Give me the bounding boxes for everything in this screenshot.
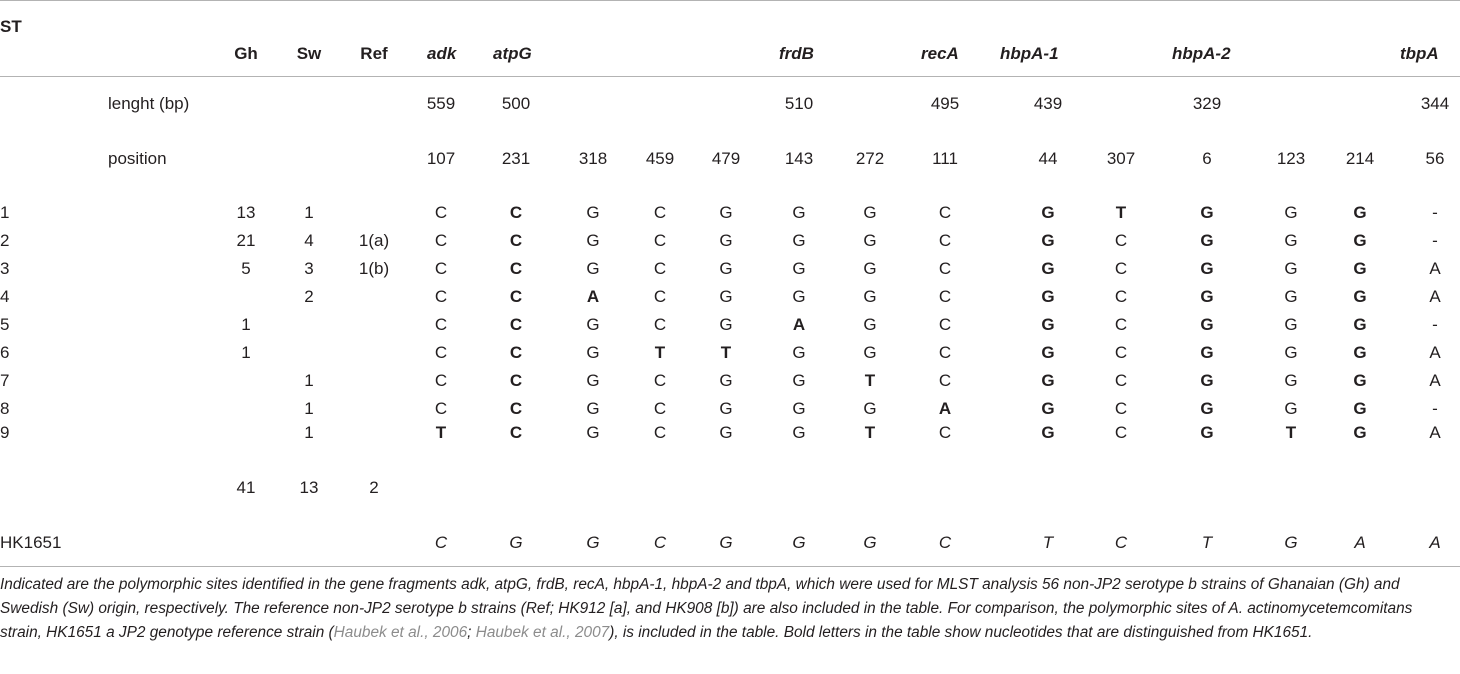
nucleotide-cell: C xyxy=(509,423,523,442)
nucleotide-cell: G xyxy=(1041,315,1055,334)
nucleotide-cell: A xyxy=(938,399,952,418)
nucleotide-cell: - xyxy=(1432,203,1438,222)
header-gene-6: tbpA xyxy=(1400,44,1439,63)
nucleotide-cell: - xyxy=(1432,231,1438,250)
nucleotide-cell: G xyxy=(719,423,733,442)
nucleotide-cell: G xyxy=(1200,259,1214,278)
nucleotide-cell: G xyxy=(1200,315,1214,334)
nucleotide-cell: T xyxy=(1115,203,1127,222)
count-sw: 4 xyxy=(304,231,314,250)
total-sw: 13 xyxy=(299,478,319,497)
nucleotide-cell: C xyxy=(1114,287,1128,306)
st-number: 1 xyxy=(0,203,10,222)
length-value: 500 xyxy=(501,94,531,113)
nucleotide-cell: C xyxy=(1114,231,1128,250)
nucleotide-cell: G xyxy=(1353,371,1367,390)
nucleotide-cell: G xyxy=(586,399,600,418)
nucleotide-cell: C xyxy=(434,231,448,250)
nucleotide-cell: G xyxy=(863,203,877,222)
reference-nucleotide: A xyxy=(1354,533,1366,552)
nucleotide-cell: G xyxy=(863,259,877,278)
reference-nucleotide: C xyxy=(1114,533,1128,552)
nucleotide-cell: G xyxy=(719,371,733,390)
nucleotide-cell: C xyxy=(938,259,952,278)
nucleotide-cell: C xyxy=(434,399,448,418)
nucleotide-cell: C xyxy=(653,399,667,418)
nucleotide-cell: G xyxy=(1353,287,1367,306)
nucleotide-cell: G xyxy=(1284,343,1298,362)
count-gh: 1 xyxy=(241,343,251,362)
nucleotide-cell: G xyxy=(1353,315,1367,334)
nucleotide-cell: G xyxy=(1284,287,1298,306)
nucleotide-cell: G xyxy=(1041,231,1055,250)
header-group-ref: Ref xyxy=(360,44,388,63)
nucleotide-cell: C xyxy=(434,287,448,306)
count-sw: 1 xyxy=(304,399,314,418)
nucleotide-cell: T xyxy=(435,423,447,442)
reference-nucleotide: C xyxy=(434,533,448,552)
nucleotide-cell: C xyxy=(434,315,448,334)
nucleotide-cell: G xyxy=(1041,259,1055,278)
count-ref: 1(b) xyxy=(358,259,390,278)
caption-text-end: ), is included in the table. Bold letters in the table show nucleotides that are distinguished from HK1651. xyxy=(609,624,1313,641)
nucleotide-cell: G xyxy=(1200,371,1214,390)
nucleotide-cell: A xyxy=(1429,423,1441,442)
reference-nucleotide: C xyxy=(938,533,952,552)
nucleotide-cell: C xyxy=(434,371,448,390)
position-value: 123 xyxy=(1276,149,1306,168)
nucleotide-cell: C xyxy=(509,315,523,334)
header-group-gh: Gh xyxy=(234,44,258,63)
nucleotide-cell: C xyxy=(938,343,952,362)
reference-label: HK1651 xyxy=(0,533,62,552)
citation-link-2007[interactable]: Haubek et al., 2007 xyxy=(475,624,610,641)
nucleotide-cell: C xyxy=(509,287,523,306)
nucleotide-cell: C xyxy=(509,371,523,390)
caption-separator: ; xyxy=(467,624,476,641)
st-number: 2 xyxy=(0,231,10,250)
nucleotide-cell: T xyxy=(654,343,666,362)
position-value: 479 xyxy=(711,149,741,168)
header-gene-4: hbpA-1 xyxy=(1000,44,1059,63)
nucleotide-cell: C xyxy=(653,287,667,306)
count-sw: 1 xyxy=(304,371,314,390)
nucleotide-cell: G xyxy=(792,259,806,278)
nucleotide-cell: T xyxy=(720,343,732,362)
count-sw: 1 xyxy=(304,203,314,222)
nucleotide-cell: G xyxy=(863,287,877,306)
nucleotide-cell: A xyxy=(792,315,806,334)
nucleotide-cell: A xyxy=(1429,259,1441,278)
nucleotide-cell: G xyxy=(1353,343,1367,362)
nucleotide-cell: C xyxy=(1114,259,1128,278)
header-gene-3: recA xyxy=(921,44,959,63)
count-sw: 2 xyxy=(304,287,314,306)
nucleotide-cell: C xyxy=(434,203,448,222)
position-label: position xyxy=(108,149,167,168)
nucleotide-cell: G xyxy=(792,399,806,418)
header-gene-0: adk xyxy=(427,44,457,63)
total-ref: 2 xyxy=(369,478,379,497)
reference-nucleotide: T xyxy=(1042,533,1054,552)
nucleotide-cell: C xyxy=(653,371,667,390)
nucleotide-cell: G xyxy=(1200,399,1214,418)
nucleotide-cell: G xyxy=(1041,287,1055,306)
nucleotide-cell: G xyxy=(1200,423,1214,442)
nucleotide-cell: C xyxy=(509,203,523,222)
nucleotide-cell: G xyxy=(719,399,733,418)
nucleotide-cell: A xyxy=(1429,287,1441,306)
nucleotide-cell: G xyxy=(719,287,733,306)
count-ref: 1(a) xyxy=(358,231,390,250)
table-rule xyxy=(0,76,1460,77)
nucleotide-cell: T xyxy=(1285,423,1297,442)
nucleotide-cell: G xyxy=(719,203,733,222)
nucleotide-cell: G xyxy=(1284,315,1298,334)
position-value: 111 xyxy=(932,149,958,168)
nucleotide-cell: C xyxy=(938,371,952,390)
position-value: 56 xyxy=(1425,149,1445,168)
nucleotide-cell: G xyxy=(586,423,600,442)
nucleotide-cell: C xyxy=(1114,315,1128,334)
nucleotide-cell: G xyxy=(1041,399,1055,418)
nucleotide-cell: G xyxy=(863,315,877,334)
count-gh: 1 xyxy=(241,315,251,334)
position-value: 107 xyxy=(426,149,456,168)
nucleotide-cell: C xyxy=(653,423,667,442)
st-number: 3 xyxy=(0,259,10,278)
header-st: ST xyxy=(0,17,22,36)
nucleotide-cell: C xyxy=(434,343,448,362)
st-number: 5 xyxy=(0,315,10,334)
reference-nucleotide: G xyxy=(792,533,806,552)
length-value: 495 xyxy=(930,94,960,113)
header-gene-1: atpG xyxy=(493,44,532,63)
nucleotide-cell: G xyxy=(1041,343,1055,362)
nucleotide-cell: G xyxy=(586,259,600,278)
length-value: 559 xyxy=(426,94,456,113)
position-value: 459 xyxy=(645,149,675,168)
nucleotide-cell: G xyxy=(1200,203,1214,222)
nucleotide-cell: G xyxy=(1353,203,1367,222)
nucleotide-cell: G xyxy=(1284,399,1298,418)
length-label: lenght (bp) xyxy=(108,94,190,113)
nucleotide-cell: C xyxy=(509,231,523,250)
nucleotide-cell: G xyxy=(792,343,806,362)
header-gene-2: frdB xyxy=(779,44,814,63)
position-value: 307 xyxy=(1106,149,1136,168)
table-rule xyxy=(0,0,1460,1)
nucleotide-cell: G xyxy=(1284,231,1298,250)
table-caption xyxy=(0,573,1456,645)
nucleotide-cell: C xyxy=(938,315,952,334)
position-value: 272 xyxy=(855,149,885,168)
nucleotide-cell: G xyxy=(863,231,877,250)
nucleotide-cell: G xyxy=(792,371,806,390)
nucleotide-cell: C xyxy=(509,343,523,362)
reference-nucleotide: G xyxy=(863,533,877,552)
nucleotide-cell: G xyxy=(792,231,806,250)
nucleotide-cell: G xyxy=(1353,399,1367,418)
caption-text: Indicated are the polymorphic sites identified in the gene fragments adk, atpG, frdB, recA, hbpA-1, hbpA-2 and tbpA, which were used for MLST analysis 56 non-JP2 serotype b strains of Ghanaian (Gh) and Swedish (Sw) origin, respectively. The reference non-JP2 serotype b strains (Ref; HK912 [a], and HK908 [b]) are also included in the table. For comparison, the polymorphic sites of A. actinomycetemcomitans strain, HK1651 a JP2 genotype reference strain ( xyxy=(0,576,1413,641)
reference-nucleotide: C xyxy=(653,533,667,552)
nucleotide-cell: G xyxy=(1200,287,1214,306)
count-sw: 1 xyxy=(304,423,314,442)
nucleotide-cell: C xyxy=(938,203,952,222)
reference-nucleotide: T xyxy=(1201,533,1213,552)
position-value: 231 xyxy=(501,149,531,168)
total-gh: 41 xyxy=(236,478,256,497)
nucleotide-cell: A xyxy=(586,287,600,306)
nucleotide-cell: C xyxy=(653,259,667,278)
nucleotide-cell: - xyxy=(1432,315,1438,334)
nucleotide-cell: C xyxy=(1114,399,1128,418)
st-number: 8 xyxy=(0,399,10,418)
citation-link-2006[interactable]: Haubek et al., 2006 xyxy=(333,624,468,641)
nucleotide-cell: G xyxy=(1284,203,1298,222)
nucleotide-cell: G xyxy=(719,259,733,278)
reference-nucleotide: G xyxy=(509,533,523,552)
st-number: 7 xyxy=(0,371,10,390)
nucleotide-cell: G xyxy=(586,371,600,390)
count-sw: 3 xyxy=(304,259,314,278)
nucleotide-cell: G xyxy=(719,315,733,334)
nucleotide-cell: C xyxy=(509,259,523,278)
st-number: 9 xyxy=(0,423,10,442)
nucleotide-cell: G xyxy=(1284,259,1298,278)
nucleotide-cell: G xyxy=(586,231,600,250)
nucleotide-cell: T xyxy=(864,371,876,390)
nucleotide-cell: G xyxy=(863,399,877,418)
nucleotide-cell: C xyxy=(1114,423,1128,442)
nucleotide-cell: G xyxy=(1041,371,1055,390)
table-rule xyxy=(0,566,1460,567)
nucleotide-cell: C xyxy=(653,315,667,334)
count-gh: 13 xyxy=(236,203,256,222)
st-number: 6 xyxy=(0,343,10,362)
nucleotide-cell: C xyxy=(1114,371,1128,390)
nucleotide-cell: G xyxy=(1353,423,1367,442)
nucleotide-cell: G xyxy=(719,231,733,250)
nucleotide-cell: G xyxy=(792,203,806,222)
nucleotide-cell: T xyxy=(864,423,876,442)
count-gh: 5 xyxy=(241,259,251,278)
position-value: 214 xyxy=(1345,149,1375,168)
nucleotide-cell: G xyxy=(1353,259,1367,278)
nucleotide-cell: G xyxy=(863,343,877,362)
nucleotide-cell: C xyxy=(938,287,952,306)
nucleotide-cell: G xyxy=(1284,371,1298,390)
reference-nucleotide: G xyxy=(586,533,600,552)
header-group-sw: Sw xyxy=(296,44,322,63)
nucleotide-cell: C xyxy=(1114,343,1128,362)
position-value: 44 xyxy=(1038,149,1058,168)
nucleotide-cell: C xyxy=(653,231,667,250)
reference-nucleotide: G xyxy=(719,533,733,552)
length-value: 344 xyxy=(1420,94,1450,113)
nucleotide-cell: G xyxy=(1353,231,1367,250)
nucleotide-cell: A xyxy=(1429,371,1441,390)
reference-nucleotide: G xyxy=(1284,533,1298,552)
nucleotide-cell: - xyxy=(1432,399,1438,418)
nucleotide-cell: G xyxy=(1041,203,1055,222)
nucleotide-cell: C xyxy=(938,423,952,442)
count-gh: 21 xyxy=(236,231,256,250)
nucleotide-cell: A xyxy=(1429,343,1441,362)
position-value: 6 xyxy=(1202,149,1212,168)
nucleotide-cell: G xyxy=(792,287,806,306)
header-gene-5: hbpA-2 xyxy=(1172,44,1231,63)
nucleotide-cell: G xyxy=(1041,423,1055,442)
nucleotide-cell: G xyxy=(586,343,600,362)
nucleotide-cell: C xyxy=(938,231,952,250)
nucleotide-cell: G xyxy=(1200,343,1214,362)
nucleotide-cell: G xyxy=(586,203,600,222)
length-value: 510 xyxy=(784,94,814,113)
nucleotide-cell: C xyxy=(509,399,523,418)
nucleotide-cell: G xyxy=(586,315,600,334)
length-value: 329 xyxy=(1192,94,1222,113)
nucleotide-cell: G xyxy=(1200,231,1214,250)
nucleotide-cell: C xyxy=(653,203,667,222)
nucleotide-cell: C xyxy=(434,259,448,278)
length-value: 439 xyxy=(1033,94,1063,113)
position-value: 318 xyxy=(578,149,608,168)
st-number: 4 xyxy=(0,287,10,306)
nucleotide-cell: G xyxy=(792,423,806,442)
position-value: 143 xyxy=(784,149,814,168)
reference-nucleotide: A xyxy=(1429,533,1441,552)
